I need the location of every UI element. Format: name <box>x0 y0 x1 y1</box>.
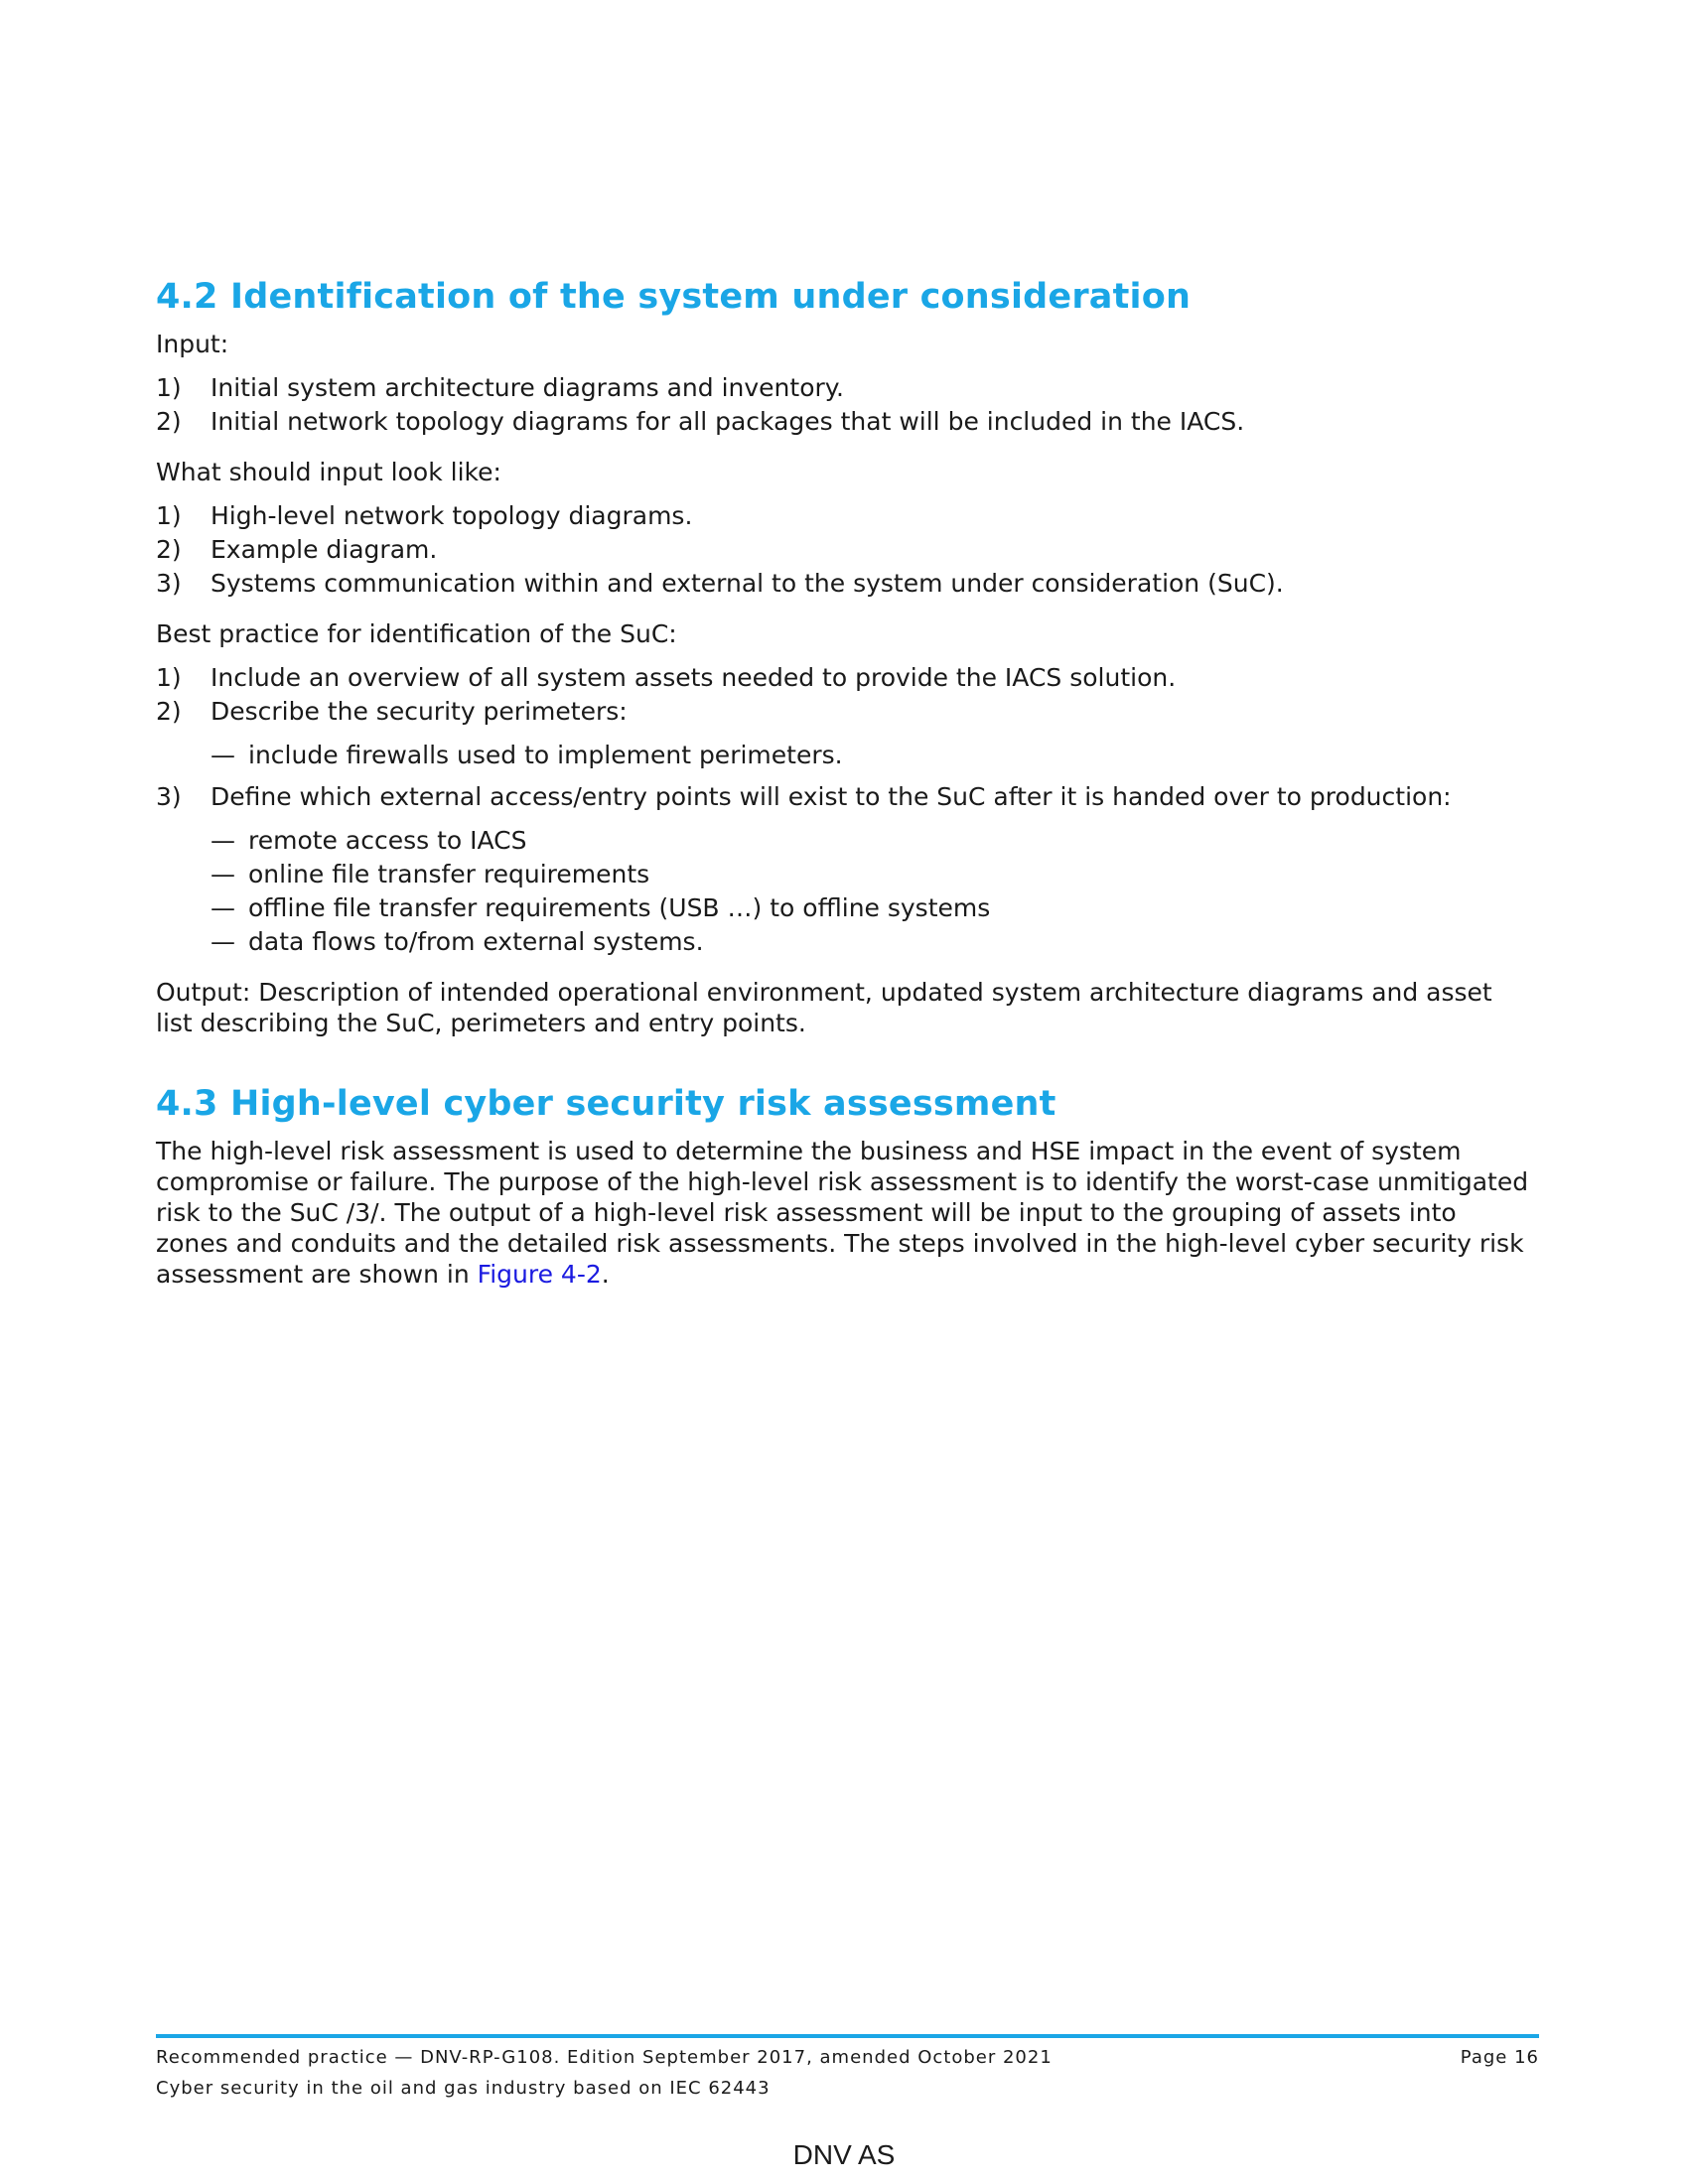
best-practice-label: Best practice for identification of the SuC: <box>156 619 677 648</box>
figure-4-2-link[interactable]: Figure 4-2 <box>477 1260 602 1289</box>
input-list <box>156 371 1536 439</box>
list-text: Describe the security perimeters: <box>211 697 628 726</box>
sub-list-item <box>211 739 1536 772</box>
sub-list-text: online file transfer requirements <box>248 860 650 888</box>
dash-marker: — <box>211 860 235 888</box>
look-list <box>156 499 1536 601</box>
output-paragraph: Output: Description of intended operational environment, updated system architecture diagrams and asset list describing the SuC, perimeters and entry points. <box>156 978 1492 1037</box>
footer-document-info: Recommended practice — DNV-RP-G108. Edition September 2017, amended October 2021 <box>156 2047 1053 2068</box>
list-text: Initial network topology diagrams for all packages that will be included in the IACS. <box>211 407 1245 436</box>
list-item <box>156 499 1536 533</box>
list-number: 2) <box>156 407 182 436</box>
footer-document-subtitle: Cyber security in the oil and gas industry based on IEC 62443 <box>156 2078 771 2099</box>
sub-list-text: include firewalls used to implement perimeters. <box>248 741 843 769</box>
paragraph-end: . <box>601 1260 610 1289</box>
dash-marker: — <box>211 826 235 855</box>
list-item <box>156 695 1536 772</box>
look-label: What should input look like: <box>156 458 501 486</box>
section-4-3-heading: 4.3 High-level cyber security risk assessment <box>156 1084 1056 1124</box>
sub-list-text: data flows to/from external systems. <box>248 927 704 956</box>
sub-list-text: remote access to IACS <box>248 826 527 855</box>
dash-marker: — <box>211 741 235 769</box>
list-text: Include an overview of all system assets needed to provide the IACS solution. <box>211 663 1177 692</box>
list-number: 2) <box>156 697 182 726</box>
list-number: 1) <box>156 663 182 692</box>
dash-marker: — <box>211 927 235 956</box>
dash-marker: — <box>211 893 235 922</box>
sub-list <box>211 824 1536 959</box>
list-number: 3) <box>156 569 182 598</box>
sub-list-item <box>211 925 1536 959</box>
list-item <box>156 405 1536 439</box>
paragraph-text: The high-level risk assessment is used to determine the business and HSE impact in the event of system compromise or failure. The purpose of the high-level risk assessment is to identify the worst-case unmitigated risk to the SuC /3/. The output of a high-level risk assessment will be input to the grouping of assets into zones and conduits and the detailed risk assessments. The steps involved in the high-level cyber security risk assessment are shown in <box>156 1137 1529 1289</box>
section-4-3-paragraph <box>156 1136 1536 1290</box>
list-item <box>156 661 1536 695</box>
list-text: Initial system architecture diagrams and inventory. <box>211 373 844 402</box>
list-number: 3) <box>156 782 182 811</box>
list-text: High-level network topology diagrams. <box>211 501 693 530</box>
sub-list-item <box>211 891 1536 925</box>
input-label: Input: <box>156 330 229 358</box>
best-practice-list <box>156 661 1536 959</box>
sub-list-item <box>211 858 1536 891</box>
list-number: 1) <box>156 501 182 530</box>
sub-list-item <box>211 824 1536 858</box>
section-4-2-heading: 4.2 Identification of the system under consideration <box>156 277 1192 317</box>
list-number: 1) <box>156 373 182 402</box>
list-item <box>156 371 1536 405</box>
list-text: Systems communication within and external to the system under consideration (SuC). <box>211 569 1284 598</box>
list-item <box>156 533 1536 567</box>
list-text: Define which external access/entry points will exist to the SuC after it is handed over to production: <box>211 782 1452 811</box>
footer-page-number: Page 16 <box>1460 2047 1539 2068</box>
list-number: 2) <box>156 535 182 564</box>
list-text: Example diagram. <box>211 535 438 564</box>
document-body <box>156 273 1536 1290</box>
sub-list-text: offline file transfer requirements (USB …) to offline systems <box>248 893 991 922</box>
list-item <box>156 780 1536 959</box>
footer-brand: DNV AS <box>792 2139 896 2170</box>
list-item <box>156 567 1536 601</box>
footer-rule <box>156 2034 1539 2038</box>
sub-list <box>211 739 1536 772</box>
